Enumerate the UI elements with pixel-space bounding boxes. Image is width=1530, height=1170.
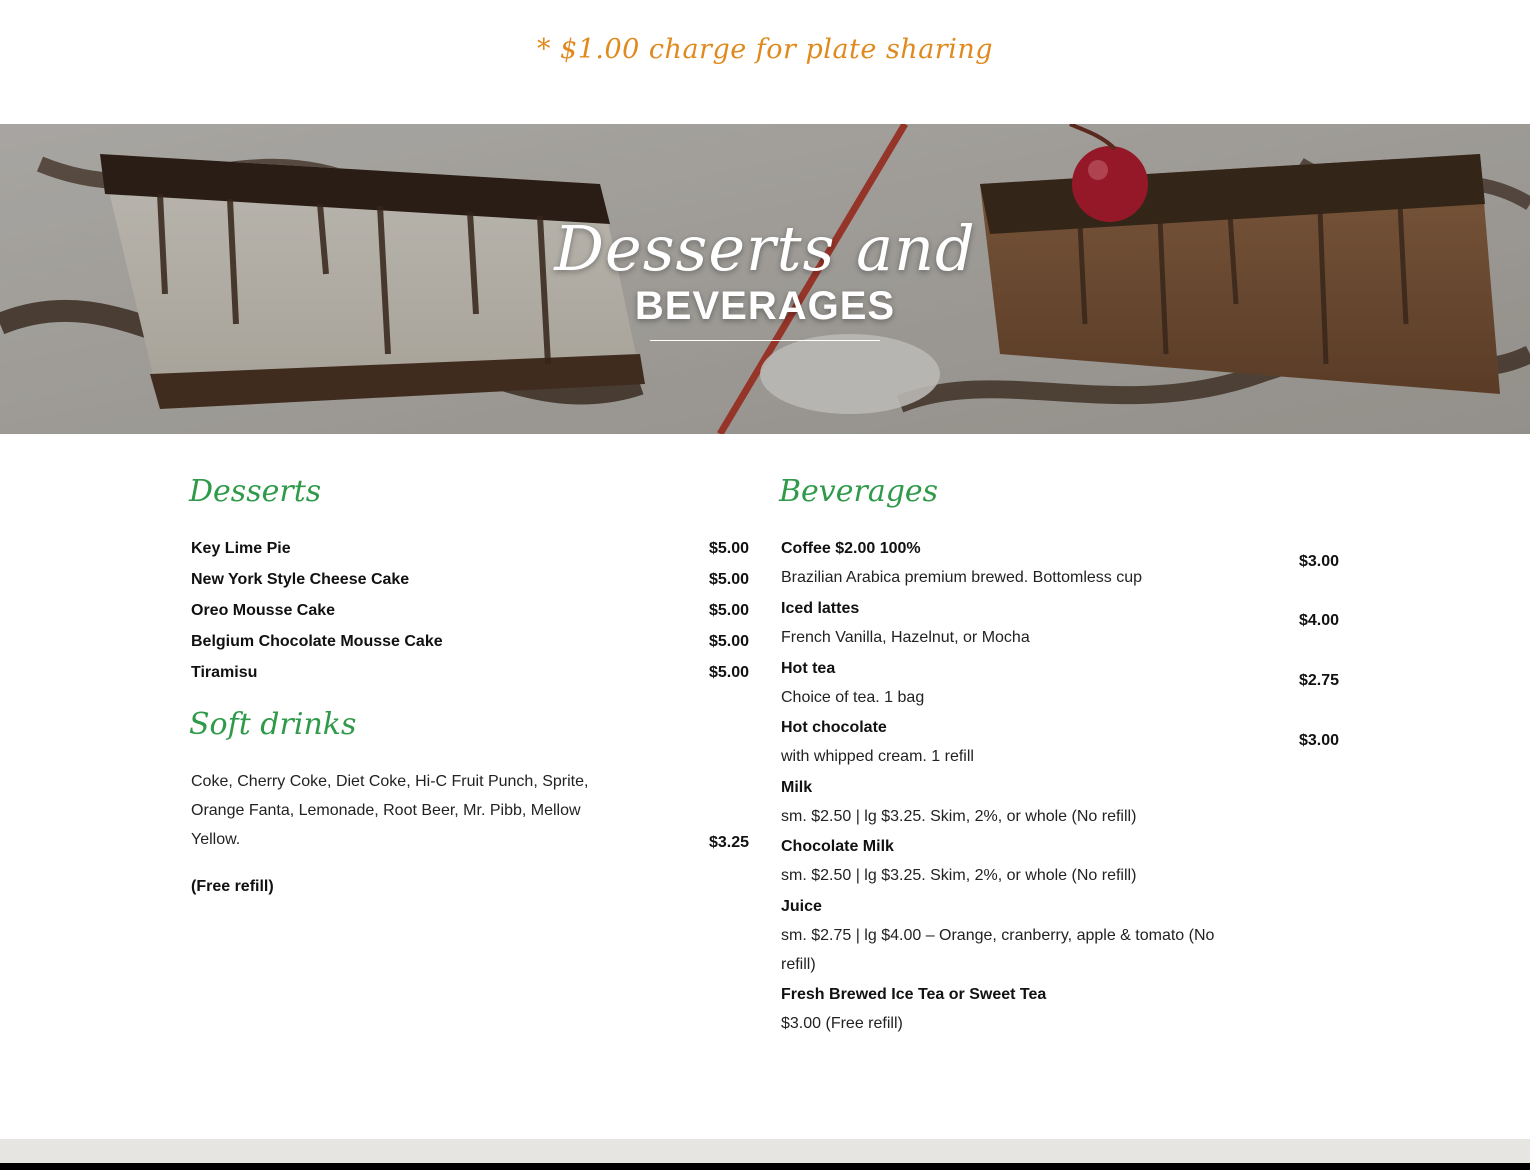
beverage-name: Juice (781, 898, 822, 915)
dessert-name: Tiramisu (191, 663, 258, 681)
soft-drinks-note: (Free refill) (191, 878, 274, 895)
soft-drinks-heading: Soft drinks (189, 707, 357, 742)
beverage-name: Coffee $2.00 100% (781, 540, 921, 557)
beverage-price: $4.00 (1298, 612, 1339, 629)
beverage-description: sm. $2.50 | lg $3.25. Skim, 2%, or whole (No refill) (781, 808, 1137, 825)
beverage-name: Iced lattes (781, 600, 860, 617)
footer-bar (0, 1163, 1530, 1170)
dessert-name: Key Lime Pie (191, 539, 291, 557)
dessert-item (191, 657, 749, 688)
soft-drinks-price: $3.25 (708, 834, 749, 851)
beverages-heading: Beverages (779, 474, 939, 509)
beverage-description: Choice of tea. 1 bag (781, 689, 925, 706)
plate-sharing-notice (0, 0, 1530, 124)
notice-text: * $1.00 charge for plate sharing (536, 34, 994, 65)
dessert-item (191, 533, 749, 564)
beverage-price: $2.75 (1298, 672, 1339, 689)
beverage-item (781, 713, 1339, 771)
beverage-item (781, 534, 1339, 592)
beverage-item (781, 980, 1339, 1038)
beverage-name: Milk (781, 779, 813, 796)
beverage-item (781, 832, 1339, 890)
hero-subtitle: BEVERAGES (634, 284, 896, 328)
soft-drinks-description: Coke, Cherry Coke, Diet Coke, Hi-C Fruit Punch, Sprite, Orange Fanta, Lemonade, Root Beer, Mr. Pibb, Mellow Yellow. (191, 773, 589, 848)
hero-banner (0, 124, 1530, 434)
beverage-name: Fresh Brewed Ice Tea or Sweet Tea (781, 986, 1047, 1003)
dessert-name: Oreo Mousse Cake (191, 601, 336, 619)
dessert-price: $5.00 (708, 601, 749, 619)
dessert-price: $5.00 (708, 632, 749, 650)
beverage-name: Chocolate Milk (781, 838, 894, 855)
beverage-price: $3.00 (1298, 553, 1339, 570)
beverage-description: French Vanilla, Hazelnut, or Mocha (781, 629, 1030, 646)
hero-divider (650, 340, 880, 341)
dessert-item (191, 564, 749, 595)
beverage-name: Hot chocolate (781, 719, 887, 736)
hero-title: Desserts and (554, 212, 976, 285)
beverage-item (781, 892, 1339, 979)
beverage-description: sm. $2.75 | lg $4.00 – Orange, cranberry, apple & tomato (No refill) (781, 927, 1215, 973)
beverage-item (781, 773, 1339, 831)
dessert-name: Belgium Chocolate Mousse Cake (191, 632, 443, 650)
dessert-item (191, 595, 749, 626)
footer-band (0, 1139, 1530, 1163)
dessert-name: New York Style Cheese Cake (191, 570, 410, 588)
beverage-item (781, 594, 1339, 652)
dessert-price: $5.00 (708, 539, 749, 557)
beverage-name: Hot tea (781, 660, 836, 677)
beverage-description: with whipped cream. 1 refill (781, 748, 974, 765)
dessert-item (191, 626, 749, 657)
desserts-heading: Desserts (189, 474, 322, 509)
beverage-description: Brazilian Arabica premium brewed. Bottomless cup (781, 569, 1143, 586)
beverage-item (781, 654, 1339, 712)
beverage-price: $3.00 (1298, 732, 1339, 749)
dessert-price: $5.00 (708, 570, 749, 588)
beverage-description: $3.00 (Free refill) (781, 1015, 903, 1032)
dessert-price: $5.00 (708, 663, 749, 681)
beverage-description: sm. $2.50 | lg $3.25. Skim, 2%, or whole (No refill) (781, 867, 1137, 884)
